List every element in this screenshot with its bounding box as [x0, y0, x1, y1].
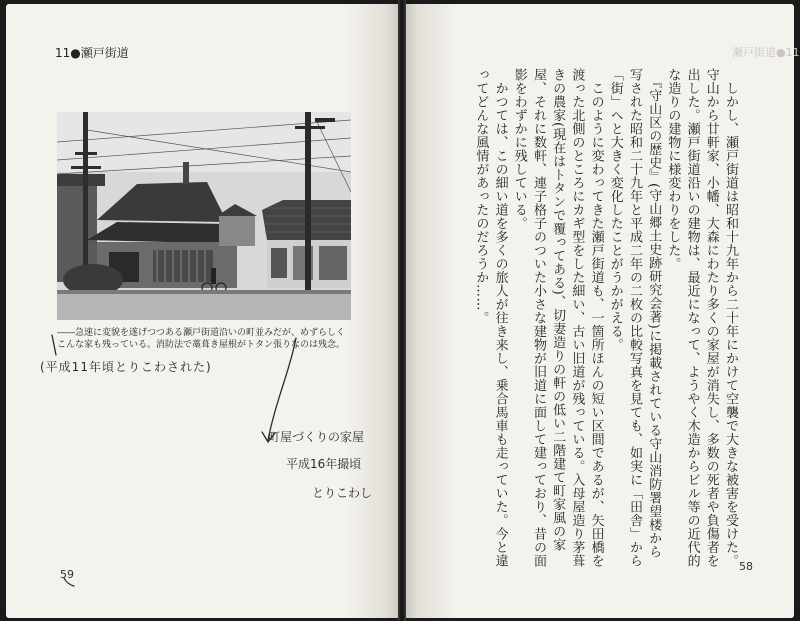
page-number-left: 59 — [60, 568, 74, 581]
paragraph-2: 『守山区の歴史』(守山郷土史跡研究会著)に掲載されている守山消防署望楼から写された昭和二十九年と平成二年の二枚の比較写真を見ても、如実に「田舎」から「街」へと大きく変化したことがうかがえる。 — [607, 68, 662, 568]
paragraph-3: このように変わってきた瀬戸街道も、一箇所ほんの短い区間であるが、矢田橋を渡った北側のところにカギ型をした細い、古い旧道が残っている。入母屋造り茅葺きの農家(現在はトタンで覆ってある)、切妻造りの軒の低い二階建て町家風の家屋、それに数軒、連子格子のついた小さな建物が旧道に面して建っており、昔の面影をわずかに残している。 — [511, 68, 604, 568]
handwritten-note-photo-date: 平成16年撮頃 — [286, 457, 362, 471]
page-number-right: 58 — [739, 560, 753, 573]
paragraph-4: かつては、この細い道を多くの旅人が往き来し、乗合馬車も走っていた。今と違ってどんな風情があったのだろうか……。 — [473, 68, 508, 568]
running-head-right-ghost: 瀬戸街道●11 — [732, 46, 800, 59]
handwritten-note-townhouse: 町屋づくりの家屋 — [268, 430, 365, 444]
body-text-vertical — [471, 68, 740, 568]
handwritten-note-demolished: (平成11年頃とりこわされた) — [40, 360, 212, 374]
photo-caption: ――急速に変貌を遂げつつある瀬戸街道沿いの町並みだが、めずらしくこんな家も残っている。消防法で藁葺き屋根がトタン張りなのは残念。 — [57, 328, 346, 350]
running-head-left: 11●瀬戸街道 — [55, 46, 129, 60]
paragraph-1: しかし、瀬戸街道は昭和十九年から二十年にかけて空襲で大きな被害を受けた。守山から廿軒家、小幡、大森にわたり多くの家屋が消失し、多数の死者や負傷者を出した。瀬戸街道沿いの建物は、最近になって、ようやく木造からビル等の近代的な造りの建物に様変わりをした。 — [665, 68, 738, 568]
handwritten-note-demolition: とりこわし — [312, 486, 373, 500]
